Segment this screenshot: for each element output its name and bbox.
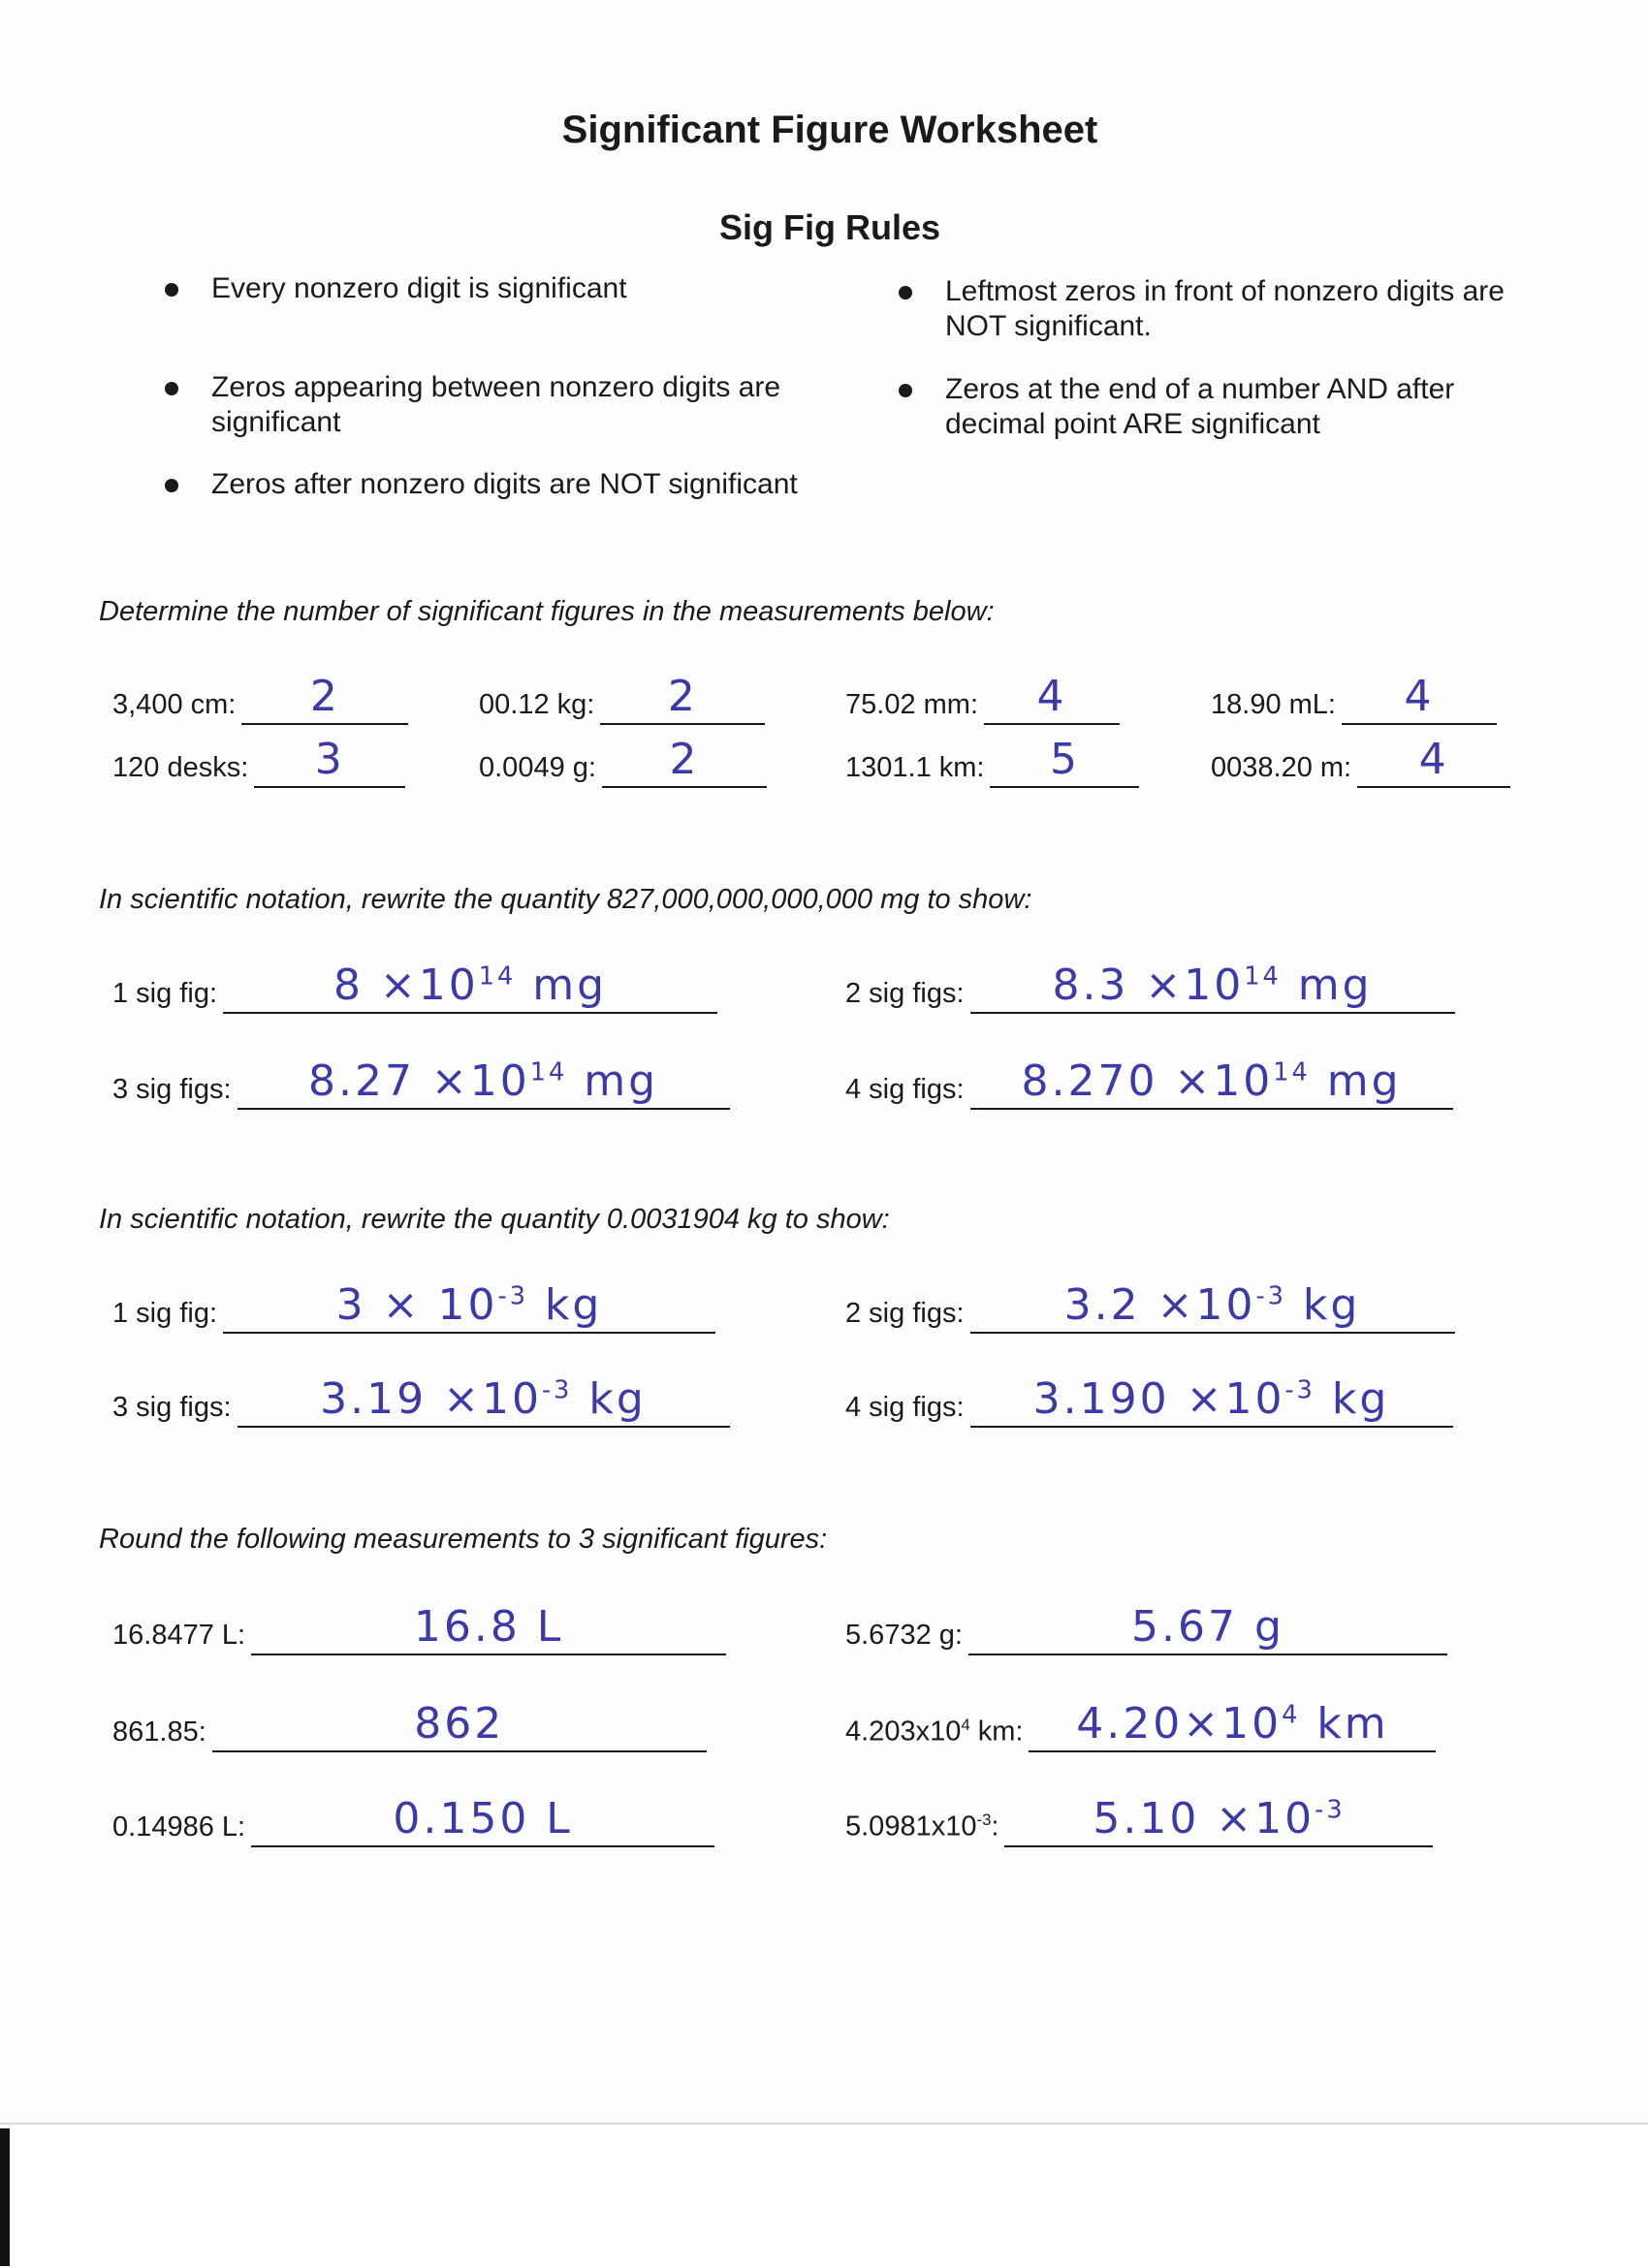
scan-edge-mark [0, 2128, 10, 2266]
handwritten-answer: $8.27 \times 10^{14}$ mg [307, 1056, 659, 1106]
answer-field [112, 1602, 726, 1655]
handwritten-answer: $5.10 \times 10^{-3}$ [1093, 1794, 1346, 1843]
rule-text: Zeros after nonzero digits are NOT significant [211, 468, 798, 500]
handwritten-answer: 2 [309, 672, 340, 721]
handwritten-answer: 2 [667, 672, 698, 721]
bullet-icon [899, 384, 912, 397]
answer-field [1211, 735, 1510, 788]
answer-field [112, 961, 717, 1014]
page-title: Significant Figure Worksheet [561, 109, 1098, 151]
section3-instruction: In scientific notation, rewrite the quantity 0.0031904 kg to show: [99, 1204, 890, 1235]
rule-item [211, 370, 832, 440]
answer-field [845, 961, 1455, 1014]
prompt-label: 2 sig figs: [845, 1298, 965, 1329]
handwritten-answer: 5.67 g [1131, 1602, 1284, 1652]
prompt-label: 3 sig figs: [112, 1074, 232, 1105]
handwritten-answer: 0.150 L [393, 1794, 573, 1843]
answer-field [479, 735, 767, 788]
answer-field [1211, 672, 1497, 725]
measurement-label: 1301.1 km: [845, 752, 985, 783]
answer-field [845, 1056, 1453, 1110]
answer-field [112, 1699, 707, 1752]
rule-text: Leftmost zeros in front of nonzero digits are NOT significant. [945, 275, 1505, 342]
handwritten-answer: $3.19 \times 10^{-3}$ kg [320, 1374, 647, 1424]
handwritten-answer: 4 [1036, 672, 1067, 721]
section2-instruction: In scientific notation, rewrite the quantity 827,000,000,000,000 mg to show: [99, 884, 1032, 915]
prompt-label: 1 sig fig: [112, 978, 217, 1009]
measurement-label: 5.6732 g: [845, 1620, 963, 1651]
measurement-label: $4.203x10^4$ km: [845, 1716, 1024, 1748]
answer-field [845, 672, 1120, 725]
measurement-label: 00.12 kg: [479, 689, 595, 720]
handwritten-answer: $8.3 \times 10^{14}$ mg [1052, 961, 1373, 1010]
handwritten-answer: $3.2 \times 10^{-3}$ kg [1063, 1280, 1361, 1330]
page-bottom-margin [0, 2123, 1648, 2268]
prompt-label: 1 sig fig: [112, 1298, 217, 1329]
rule-item [945, 372, 1488, 442]
answer-field [479, 672, 765, 725]
rule-text: Zeros appearing between nonzero digits are significant [211, 371, 781, 438]
answer-field [112, 1056, 730, 1110]
section1-instruction: Determine the number of significant figures in the measurements below: [99, 596, 995, 627]
handwritten-answer: $4.20\times 10^4$ km [1076, 1699, 1389, 1748]
measurement-label: 3,400 cm: [112, 689, 237, 720]
rule-item [211, 467, 890, 502]
answer-field [845, 1602, 1447, 1655]
rule-text: Zeros at the end of a number AND after decimal point ARE significant [945, 373, 1455, 440]
measurement-label: 861.85: [112, 1717, 206, 1748]
answer-field [112, 1280, 715, 1334]
handwritten-answer: 5 [1049, 735, 1080, 784]
measurement-label: 120 desks: [112, 752, 249, 783]
rule-item [211, 271, 754, 306]
handwritten-answer: 862 [414, 1699, 505, 1748]
handwritten-answer: $3.190 \times 10^{-3}$ kg [1032, 1374, 1390, 1424]
answer-field [845, 1374, 1453, 1428]
prompt-label: 4 sig figs: [845, 1074, 965, 1105]
rule-item [945, 274, 1527, 344]
handwritten-answer: 4 [1418, 735, 1449, 784]
handwritten-answer: 4 [1404, 672, 1435, 721]
measurement-label: 0038.20 m: [1211, 752, 1352, 783]
answer-field [112, 1794, 714, 1847]
answer-field [112, 735, 405, 788]
handwritten-answer: 16.8 L [413, 1602, 564, 1652]
handwritten-answer: 3 [314, 735, 345, 784]
measurement-label: 75.02 mm: [845, 689, 978, 720]
section4-instruction: Round the following measurements to 3 significant figures: [99, 1524, 828, 1555]
rule-text: Every nonzero digit is significant [211, 272, 627, 304]
handwritten-answer: 2 [669, 735, 700, 784]
answer-field [845, 1794, 1433, 1847]
prompt-label: 4 sig figs: [845, 1392, 965, 1423]
bullet-icon [165, 479, 178, 492]
measurement-label: 0.0049 g: [479, 752, 596, 783]
bullet-icon [165, 283, 178, 297]
prompt-label: 3 sig figs: [112, 1392, 232, 1423]
measurement-label: 0.14986 L: [112, 1811, 246, 1843]
measurement-label: 16.8477 L: [112, 1620, 246, 1651]
answer-field [845, 735, 1139, 788]
rules-heading: Sig Fig Rules [718, 207, 941, 247]
answer-field [845, 1699, 1436, 1752]
measurement-label: 18.90 mL: [1211, 689, 1336, 720]
handwritten-answer: $8.270 \times 10^{14}$ mg [1021, 1056, 1402, 1106]
answer-field [112, 672, 408, 725]
measurement-label: $5.0981x10^{-3}$: [845, 1811, 999, 1843]
bullet-icon [165, 382, 178, 395]
answer-field [112, 1374, 730, 1428]
answer-field [845, 1280, 1455, 1334]
bullet-icon [899, 286, 912, 299]
handwritten-answer: $8 \times 10^{14}$ mg [333, 961, 608, 1010]
prompt-label: 2 sig figs: [845, 978, 965, 1009]
handwritten-answer: $3 \times 10^{-3}$ kg [335, 1280, 603, 1330]
